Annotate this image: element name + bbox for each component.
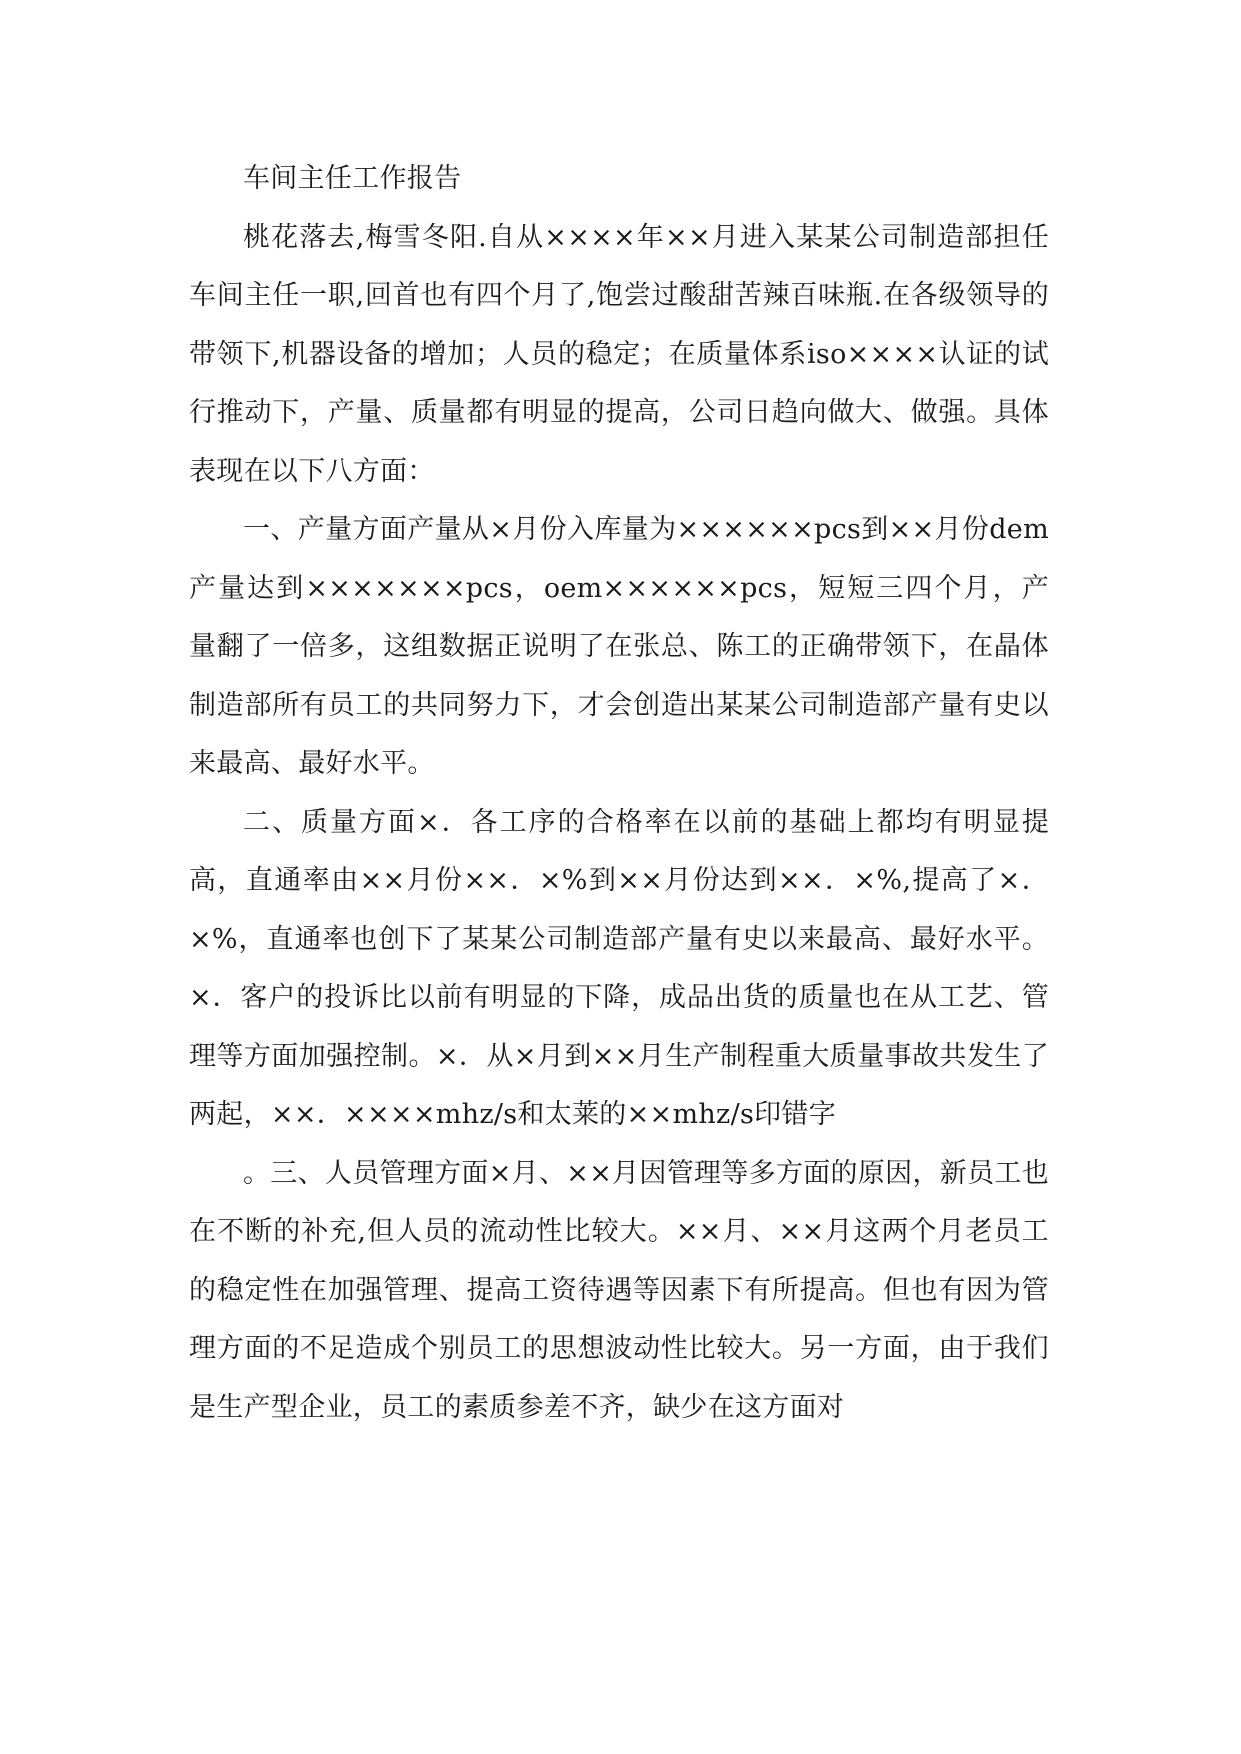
document-title: 车间主任工作报告	[243, 163, 462, 194]
paragraph-intro: 桃花落去,梅雪冬阳.自从××××年××月进入某某公司制造部担任车间主任一职,回首也有四个月了,饱尝过酸甜苦辣百味瓶.在各级领导的带领下,机器设备的增加；人员的稳定；在质量体系iso××××认证的试行推动下，产量、质量都有明显的提高，公司日趋向做大、做强。具体表现在以下八方面：	[189, 221, 1049, 487]
paragraph-quality: 二、质量方面×．各工序的合格率在以前的基础上都均有明显提高，直通率由××月份××．×%到××月份达到××．×%,提高了×．×%，直通率也创下了某某公司制造部产量有史以来最高、最好水平。×．客户的投诉比以前有明显的下降，成品出货的质量也在从工艺、管理等方面加强控制。×．从×月到××月生产制程重大质量事故共发生了两起，××．××××mhz/s和太莱的××mhz/s印错字	[189, 806, 1049, 1130]
paragraph-personnel: 。三、人员管理方面×月、××月因管理等多方面的原因，新员工也在不断的补充,但人员的流动性比较大。××月、××月这两个月老员工的稳定性在加强管理、提高工资待遇等因素下有所提高。但也有因为管理方面的不足造成个别员工的思想波动性比较大。另一方面，由于我们是生产型企业，员工的素质参差不齐，缺少在这方面对	[189, 1157, 1049, 1423]
paragraph-output: 一、产量方面产量从×月份入库量为××××××pcs到××月份dem产量达到×××××××pcs，oem××××××pcs，短短三四个月，产量翻了一倍多，这组数据正说明了在张总、陈工的正确带领下，在晶体制造部所有员工的共同努力下，才会创造出某某公司制造部产量有史以来最高、最好水平。	[189, 514, 1049, 779]
document-body	[189, 150, 1049, 1437]
